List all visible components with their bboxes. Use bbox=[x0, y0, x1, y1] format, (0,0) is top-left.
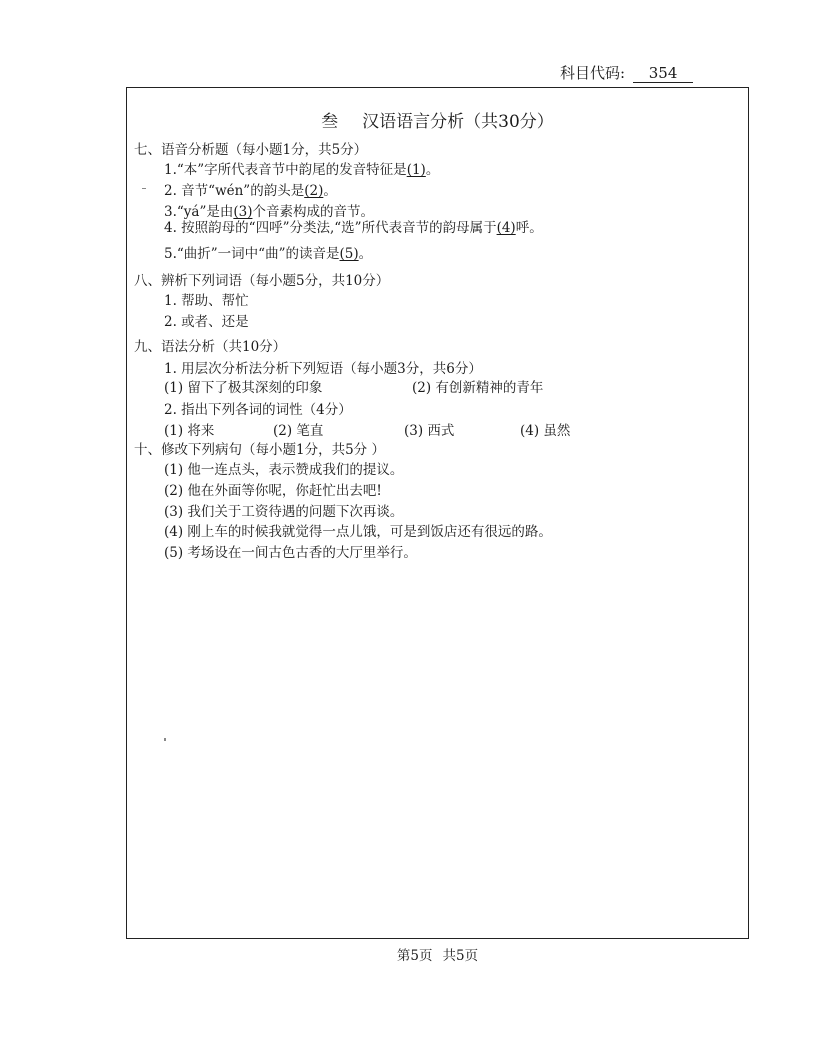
q10-heading: 十、修改下列病句（每小题1分，共5分 ） bbox=[134, 442, 385, 458]
q8-item-1: 1. 帮助、帮忙 bbox=[164, 293, 249, 309]
q7-item-2: 2. 音节“wén”的韵头是(2)。 bbox=[164, 183, 337, 199]
q10-item-5: (5) 考场设在一间古色古香的大厅里举行。 bbox=[164, 545, 417, 561]
section-heading: 汉语语言分析（共30分） bbox=[362, 112, 554, 132]
q10-item-2: (2) 他在外面等你呢，你赶忙出去吧! bbox=[164, 483, 382, 499]
q9-word-4: (4) 虽然 bbox=[520, 423, 571, 439]
page-footer bbox=[126, 944, 749, 964]
q9-sub1-a: (1) 留下了极其深刻的印象 bbox=[164, 380, 323, 396]
q10-item-1: (1) 他一连点头，表示赞成我们的提议。 bbox=[164, 462, 404, 478]
subject-code-label: 科目代码: bbox=[560, 64, 626, 82]
q10-item-4: (4) 刚上车的时候我就觉得一点儿饿，可是到饭店还有很远的路。 bbox=[164, 524, 552, 540]
page-number: 第5页 bbox=[396, 948, 433, 964]
answer-blank: (2) bbox=[304, 183, 324, 199]
scan-speck bbox=[142, 188, 146, 189]
subject-code-value: 354 bbox=[633, 65, 693, 83]
q8-item-2: 2. 或者、还是 bbox=[164, 314, 249, 330]
q7-item-5: 5.“曲折”一词中“曲”的读音是(5)。 bbox=[164, 246, 373, 262]
q9-word-3: (3) 西式 bbox=[404, 423, 455, 439]
answer-blank: (5) bbox=[339, 246, 359, 262]
answer-blank: (1) bbox=[406, 162, 426, 178]
scan-speck bbox=[164, 738, 166, 741]
q8-heading: 八、辨析下列词语（每小题5分，共10分） bbox=[134, 273, 390, 289]
q9-sub1: 1. 用层次分析法分析下列短语（每小题3分，共6分） bbox=[164, 361, 482, 377]
q7-item-4: 4. 按照韵母的“四呼”分类法,“选”所代表音节的韵母属于(4)呼。 bbox=[164, 220, 543, 236]
q9-sub2: 2. 指出下列各词的词性（4分） bbox=[164, 402, 352, 418]
answer-blank: (4) bbox=[496, 220, 516, 236]
subject-code bbox=[560, 62, 693, 83]
q9-word-2: (2) 笔直 bbox=[273, 423, 324, 439]
q7-item-1: 1.“本”字所代表音节中韵尾的发音特征是(1)。 bbox=[164, 162, 440, 178]
q10-item-3: (3) 我们关于工资待遇的问题下次再谈。 bbox=[164, 504, 404, 520]
answer-blank: (3) bbox=[233, 204, 253, 220]
q9-heading: 九、语法分析（共10分） bbox=[134, 339, 287, 355]
q7-item-3: 3.“yá”是由(3)个音素构成的音节。 bbox=[164, 204, 374, 220]
section-number: 叁 bbox=[321, 112, 339, 132]
section-title bbox=[126, 107, 749, 132]
q9-word-1: (1) 将来 bbox=[164, 423, 215, 439]
page-total: 共5页 bbox=[442, 948, 479, 964]
q9-sub1-b: (2) 有创新精神的青年 bbox=[412, 380, 544, 396]
q7-heading: 七、语音分析题（每小题1分，共5分） bbox=[134, 142, 368, 158]
